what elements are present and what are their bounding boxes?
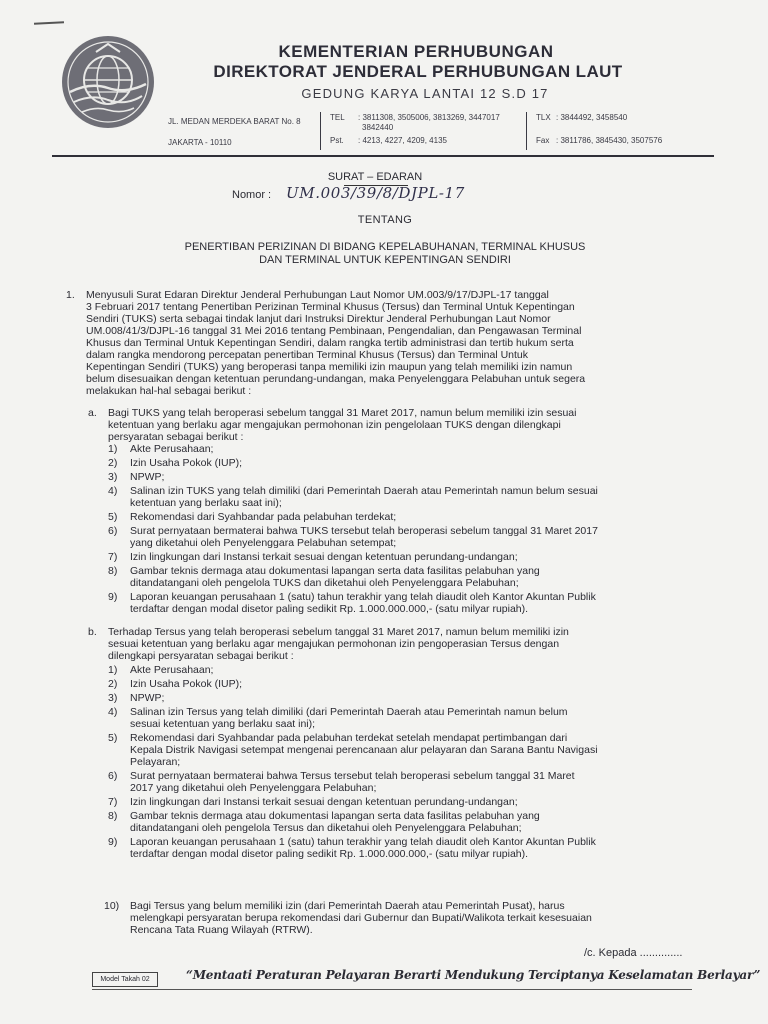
list-item-line: Pelayaran;	[130, 756, 181, 768]
list-item-line: Surat pernyataan bermaterai bahwa TUKS tersebut telah beroperasi sebelum tanggal 31 Maret 2017	[130, 525, 598, 537]
list-item-line: Gambar teknis dermaga atau dokumentasi lapangan serta data fasilitas pelabuhan yang	[130, 810, 540, 822]
body-line: belum disesuaikan dengan ketentuan perundang-undangan, maka Penyelenggara Pelabuhan untuk segera	[86, 373, 586, 385]
list-item-line: terdaftar dengan modal disetor paling sedikit Rp. 1.000.000.000,- (satu milyar rupiah).	[130, 848, 529, 860]
list-number: 8)	[108, 565, 118, 577]
header-divider	[320, 112, 321, 150]
section-letter: a.	[88, 407, 97, 419]
subject-line: PENERTIBAN PERIZINAN DI BIDANG KEPELABUHANAN, TERMINAL KHUSUS	[184, 241, 586, 253]
scan-artifact-mark	[34, 21, 64, 25]
list-number: 4)	[108, 706, 118, 718]
list-item-line: Gambar teknis dermaga atau dokumentasi lapangan serta data fasilitas pelabuhan yang	[130, 565, 540, 577]
list-item-line: Izin Usaha Pokok (IUP);	[130, 457, 243, 469]
continued-marker: /c. Kepada ..............	[584, 947, 683, 959]
list-number: 10)	[104, 900, 120, 912]
list-item-line: yang diketahui oleh Penyelenggara Pelabuhan setempat;	[130, 537, 397, 549]
body-line: dalam rangka mendorong percepatan penertiban Terminal Khusus (Tersus) dan Terminal Untuk	[86, 349, 529, 361]
fax-value: : 3811786, 3845430, 3507576	[556, 136, 663, 145]
list-item-line: Akte Perusahaan;	[130, 443, 214, 455]
list-item-line: Kepala Distrik Navigasi setempat mengenai perencanaan alur pelayaran dan Sarana Bantu Navigasi	[130, 744, 598, 756]
section-intro-line: ketentuan yang berlaku agar mengajukan permohonan izin pengelolaan TUKS dengan dilengkapi	[108, 419, 561, 431]
tlx-value: : 3844492, 3458540	[556, 113, 628, 122]
list-item-line: Bagi Tersus yang belum memiliki izin (dari Pemerintah Daerah atau Pemerintah Pusat), harus	[130, 900, 565, 912]
section-intro-line: sesuai ketentuan yang berlaku agar mengajukan permohonan izin pengoperasian Tersus dengan	[108, 638, 560, 650]
section-intro-line: dilengkapi persyaratan sebagai berikut :	[108, 650, 294, 662]
document-type: SURAT – EDARAN	[327, 171, 423, 183]
list-item-line: ketentuan yang berlaku saat ini);	[130, 497, 282, 509]
tentang-label: TENTANG	[357, 214, 413, 226]
list-number: 6)	[108, 770, 118, 782]
list-item-line: Salinan izin TUKS yang telah dimiliki (dari Pemerintah Daerah atau Pemerintah namun belum sesuai	[130, 485, 598, 497]
list-item-line: sesuai ketentuan yang berlaku saat ini);	[130, 718, 316, 730]
ministry-name: KEMENTERIAN PERHUBUNGAN	[278, 42, 554, 61]
list-number: 2)	[108, 678, 118, 690]
list-item-line: Izin Usaha Pokok (IUP);	[130, 678, 243, 690]
list-number: 8)	[108, 810, 118, 822]
list-item-line: Surat pernyataan bermaterai bahwa Tersus tersebut telah beroperasi sebelum tanggal 31 Maret	[130, 770, 575, 782]
list-item-line: terdaftar dengan modal disetor paling sedikit Rp. 1.000.000.000,- (satu milyar rupiah).	[130, 603, 529, 615]
section-letter: b.	[88, 626, 97, 638]
fax-label: Fax	[536, 136, 550, 145]
list-item-line: Izin lingkungan dari Instansi terkait sesuai dengan ketentuan perundang-undangan;	[130, 551, 518, 563]
tlx-label: TLX	[536, 113, 551, 122]
list-item-line: Akte Perusahaan;	[130, 664, 214, 676]
building-line: GEDUNG KARYA LANTAI 12 S.D 17	[301, 86, 549, 101]
ministry-emblem-icon	[60, 34, 156, 130]
nomor-label: Nomor :	[232, 189, 272, 201]
motto-line: “Mentaati Peraturan Pelayaran Berarti Mendukung Terciptanya Keselamatan Berlayar”	[186, 968, 761, 982]
tel-value-2: 3842440	[362, 123, 394, 132]
list-item-line: Laporan keuangan perusahaan 1 (satu) tahun terakhir yang telah diaudit oleh Kantor Akuntan Publik	[130, 836, 596, 848]
pst-label: Pst.	[330, 136, 344, 145]
subject-line: DAN TERMINAL UNTUK KEPENTINGAN SENDIRI	[259, 254, 511, 266]
list-item-line: ditandatangani oleh pengelola Tersus dan diketahui oleh Penyelenggara Pelabuhan;	[130, 822, 522, 834]
list-item-line: Salinan izin Tersus yang telah dimiliki (dari Pemerintah Daerah atau Pemerintah namun belum	[130, 706, 568, 718]
list-number: 1)	[108, 664, 118, 676]
directorate-name: DIREKTORAT JENDERAL PERHUBUNGAN LAUT	[213, 62, 623, 81]
list-item-line: Rekomendasi dari Syahbandar pada pelabuhan terdekat;	[130, 511, 397, 523]
section-intro-line: persyaratan sebagai berikut :	[108, 431, 244, 443]
list-number: 7)	[108, 796, 118, 808]
nomor-handwritten: UM.003/39/8/DJPL-17	[286, 184, 465, 202]
body-line: Kepentingan Sendiri (TUKS) yang beroperasi tanpa memiliki izin maupun yang telah memiliki izin namun	[86, 361, 573, 373]
body-line: UM.008/41/3/DJPL-16 tanggal 31 Mei 2016 tentang Pembinaan, Pengendalian, dan Pengawasan Terminal	[86, 325, 582, 337]
list-item-line: melengkapi persyaratan berupa rekomendasi dari Gubernur dan Bupati/Walikota terkait kesesuaian	[130, 912, 592, 924]
list-number: 9)	[108, 836, 118, 848]
body-line: Sendiri (TUKS) serta sebagai tindak lanjut dari Instruksi Direktur Jenderal Perhubungan Laut Nomor	[86, 313, 551, 325]
footer-rule	[92, 989, 692, 990]
list-number: 2)	[108, 457, 118, 469]
list-number: 5)	[108, 511, 118, 523]
address-street: JL. MEDAN MERDEKA BARAT No. 8	[168, 117, 301, 126]
model-takah-box: Model Takah 02	[92, 972, 158, 987]
list-number: 4)	[108, 485, 118, 497]
list-item-line: NPWP;	[130, 692, 165, 704]
list-item-line: NPWP;	[130, 471, 165, 483]
body-line: 3 Februari 2017 tentang Penertiban Perizinan Terminal Khusus (Tersus) dan Terminal Untuk Kepentingan	[86, 301, 575, 313]
list-item-line: Izin lingkungan dari Instansi terkait sesuai dengan ketentuan perundang-undangan;	[130, 796, 518, 808]
section-intro-line: Bagi TUKS yang telah beroperasi sebelum tanggal 31 Maret 2017, namun belum memiliki izin sesuai	[108, 407, 577, 419]
body-line: Khusus dan Terminal Untuk Kepentingan Sendiri, dalam rangka tertib administrasi dan tertib hukum serta	[86, 337, 574, 349]
list-number: 9)	[108, 591, 118, 603]
address-city: JAKARTA - 10110	[168, 138, 232, 147]
list-number: 5)	[108, 732, 118, 744]
list-number: 7)	[108, 551, 118, 563]
list-item-line: 2017 yang diketahui oleh Penyelenggara Pelabuhan;	[130, 782, 377, 794]
tel-value: : 3811308, 3505006, 3813269, 3447017	[358, 113, 500, 122]
section-intro-line: Terhadap Tersus yang telah beroperasi sebelum tanggal 31 Maret 2017, namun belum memiliki izin	[108, 626, 569, 638]
list-number: 3)	[108, 471, 118, 483]
list-item-line: ditandatangani oleh pengelola TUKS dan diketahui oleh Penyelenggara Pelabuhan;	[130, 577, 519, 589]
list-item-line: Laporan keuangan perusahaan 1 (satu) tahun terakhir yang telah diaudit oleh Kantor Akuntan Publik	[130, 591, 596, 603]
item-number: 1.	[66, 289, 75, 301]
letterhead-rule	[52, 155, 714, 157]
list-number: 6)	[108, 525, 118, 537]
body-line: Menyusuli Surat Edaran Direktur Jenderal Perhubungan Laut Nomor UM.003/9/17/DJPL-17 tanggal	[86, 289, 549, 301]
list-number: 1)	[108, 443, 118, 455]
list-number: 3)	[108, 692, 118, 704]
tel-label: TEL	[330, 113, 345, 122]
pst-value: : 4213, 4227, 4209, 4135	[358, 136, 447, 145]
list-item-line: Rencana Tata Ruang Wilayah (RTRW).	[130, 924, 313, 936]
header-divider	[526, 112, 527, 150]
body-line: melakukan hal-hal sebagai berikut :	[86, 385, 252, 397]
list-item-line: Rekomendasi dari Syahbandar pada pelabuhan terdekat setelah mendapat pertimbangan dari	[130, 732, 568, 744]
